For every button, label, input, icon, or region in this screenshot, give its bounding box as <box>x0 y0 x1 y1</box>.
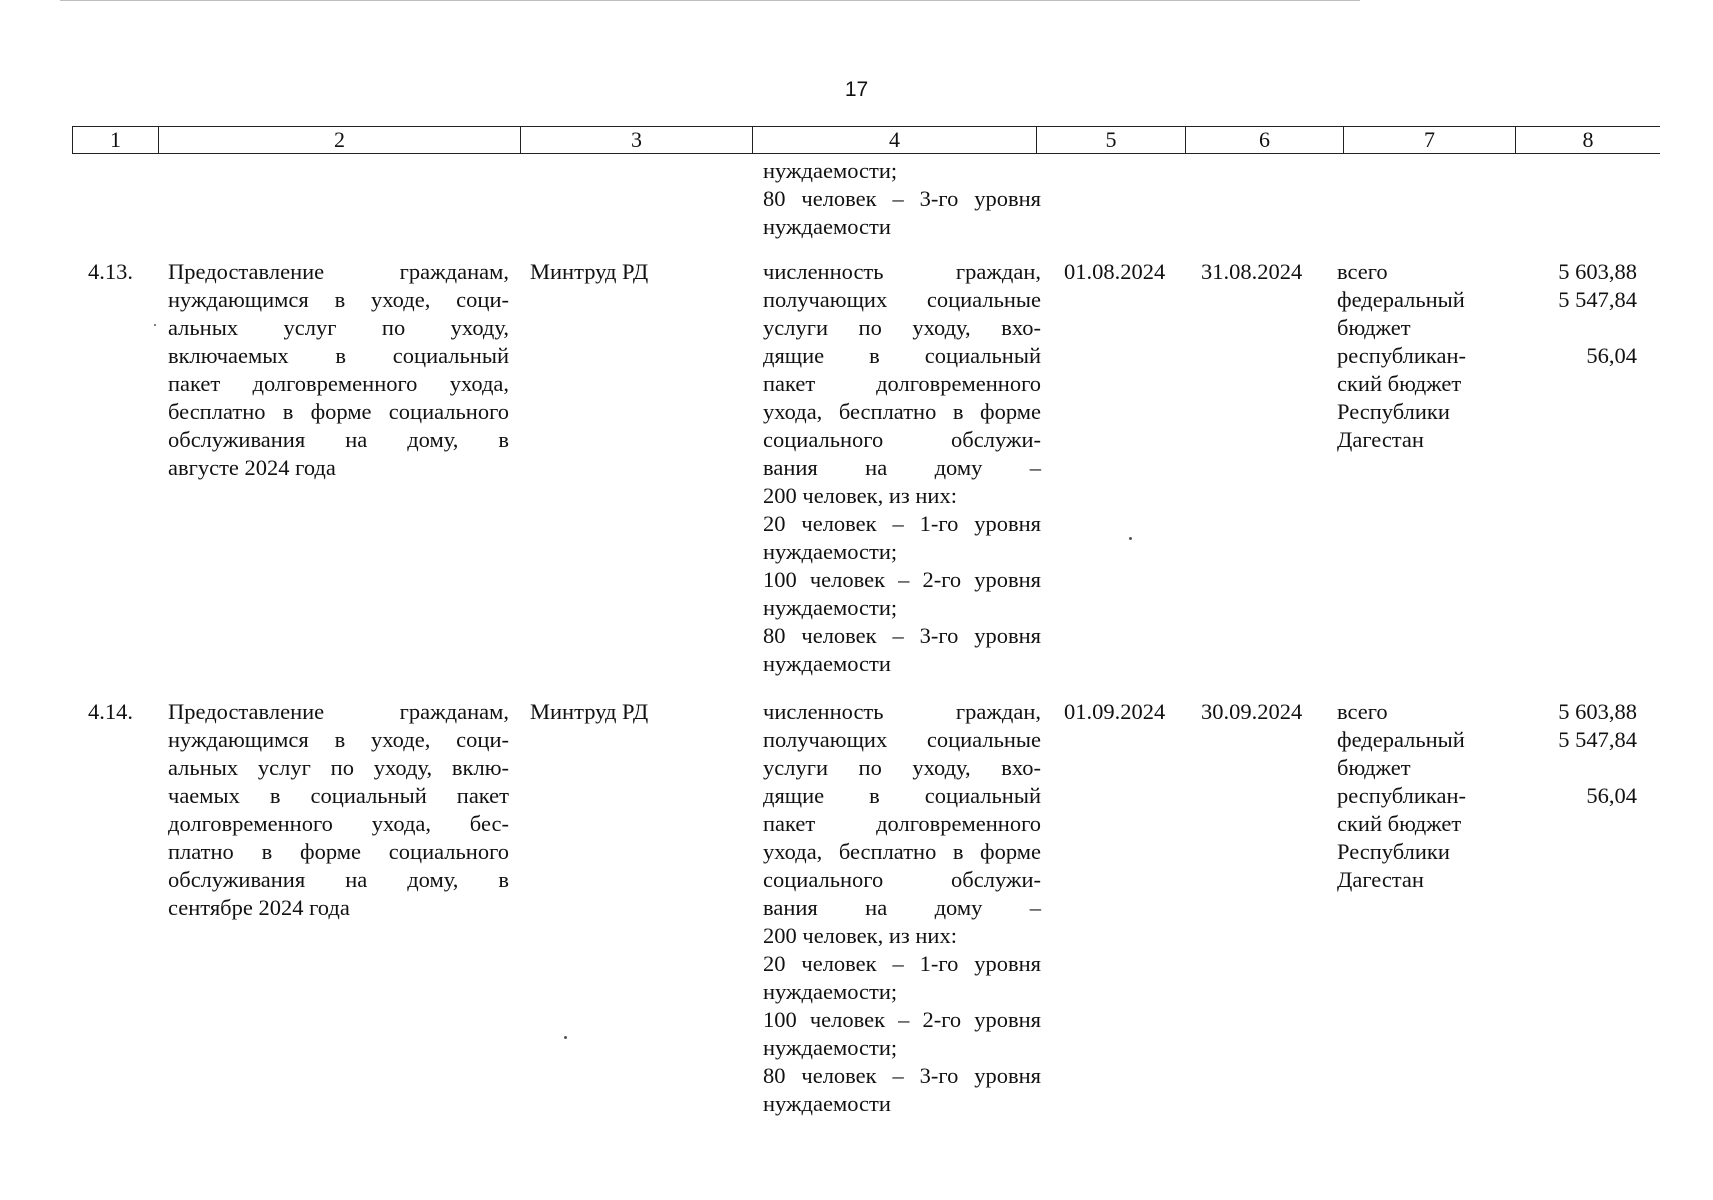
row-number: 4.13. <box>88 259 133 284</box>
indicator-line: пакет долговременного <box>763 811 1041 836</box>
end-date: 30.09.2024 <box>1201 699 1303 724</box>
indicator-line: нуждаемости <box>763 651 891 676</box>
description-line: нуждающимся в уходе, соци- <box>168 727 509 752</box>
description-line: бесплатно в форме социального <box>168 399 509 424</box>
row-description <box>168 698 509 922</box>
header-col-5: 5 <box>1036 127 1185 153</box>
continuation-line: 80 человек – 3-го уровня <box>763 186 1041 211</box>
description-line: пакет долговременного ухода, <box>168 371 509 396</box>
description-line: августе 2024 года <box>168 455 336 480</box>
continuation-line: нуждаемости <box>763 214 891 239</box>
responsible-body: Минтруд РД <box>530 259 649 284</box>
funding-line: республикан- <box>1337 783 1467 808</box>
indicator-line: услуги по уходу, вхо- <box>763 755 1041 780</box>
description-line: альных услуг по уходу, вклю- <box>168 755 509 780</box>
description-line: Предоставление гражданам, <box>168 699 509 724</box>
funding-line: республикан- <box>1337 343 1467 368</box>
funding-line: всего <box>1337 259 1388 284</box>
responsible-body: Минтруд РД <box>530 699 649 724</box>
header-col-7: 7 <box>1343 127 1515 153</box>
amount-spacer <box>1515 314 1637 342</box>
description-line: нуждающимся в уходе, соци- <box>168 287 509 312</box>
indicator-line: 100 человек – 2-го уровня <box>763 1007 1041 1032</box>
indicator-line: нуждаемости; <box>763 979 898 1004</box>
funding-line: ский бюджет <box>1337 371 1462 396</box>
scan-speck <box>154 324 156 326</box>
indicator-line: 20 человек – 1-го уровня <box>763 951 1041 976</box>
funding-line: Республики <box>1337 399 1450 424</box>
continuation-col4 <box>763 157 1041 241</box>
indicator-line: 100 человек – 2-го уровня <box>763 567 1041 592</box>
indicator-line: нуждаемости; <box>763 539 898 564</box>
start-date: 01.09.2024 <box>1064 699 1166 724</box>
indicator-line: нуждаемости; <box>763 1035 898 1060</box>
funding-line: Республики <box>1337 839 1450 864</box>
description-line: обслуживания на дому, в <box>168 427 509 452</box>
funding-line: ский бюджет <box>1337 811 1462 836</box>
scan-speck <box>564 1036 567 1039</box>
indicator-line: дящие в социальный <box>763 343 1041 368</box>
indicator-text <box>763 258 1041 678</box>
row-description <box>168 258 509 482</box>
amount-total: 5 603,88 <box>1558 699 1637 724</box>
indicator-line: социального обслужи- <box>763 427 1041 452</box>
row-number: 4.14. <box>88 699 133 724</box>
indicator-line: нуждаемости <box>763 1091 891 1116</box>
table-header-row <box>72 126 1660 154</box>
funding-amount <box>1515 698 1637 810</box>
header-col-1: 1 <box>72 127 158 153</box>
indicator-line: численность граждан, <box>763 259 1041 284</box>
funding-line: федеральный <box>1337 287 1465 312</box>
description-line: долговременного ухода, бес- <box>168 811 509 836</box>
continuation-line: нуждаемости; <box>763 158 898 183</box>
indicator-line: услуги по уходу, вхо- <box>763 315 1041 340</box>
amount-total: 5 603,88 <box>1558 259 1637 284</box>
amount-regional: 56,04 <box>1586 783 1637 808</box>
funding-line: бюджет <box>1337 755 1411 780</box>
indicator-text <box>763 698 1041 1118</box>
funding-amount <box>1515 258 1637 370</box>
header-col-3: 3 <box>520 127 752 153</box>
indicator-line: ухода, бесплатно в форме <box>763 839 1041 864</box>
indicator-line: 80 человек – 3-го уровня <box>763 623 1041 648</box>
indicator-line: 80 человек – 3-го уровня <box>763 1063 1041 1088</box>
header-col-6: 6 <box>1185 127 1343 153</box>
description-line: включаемых в социальный <box>168 343 509 368</box>
indicator-line: ухода, бесплатно в форме <box>763 399 1041 424</box>
start-date: 01.08.2024 <box>1064 259 1166 284</box>
header-col-8: 8 <box>1515 127 1660 153</box>
header-col-4: 4 <box>752 127 1036 153</box>
funding-line: Дагестан <box>1337 427 1424 452</box>
funding-line: федеральный <box>1337 727 1465 752</box>
description-line: обслуживания на дому, в <box>168 867 509 892</box>
amount-spacer <box>1515 754 1637 782</box>
header-col-2: 2 <box>158 127 520 153</box>
indicator-line: социального обслужи- <box>763 867 1041 892</box>
indicator-line: 200 человек, из них: <box>763 483 957 508</box>
description-line: чаемых в социальный пакет <box>168 783 509 808</box>
scan-speck <box>1129 537 1132 540</box>
funding-line: всего <box>1337 699 1388 724</box>
indicator-line: вания на дому – <box>763 455 1041 480</box>
amount-federal: 5 547,84 <box>1558 287 1637 312</box>
indicator-line: численность граждан, <box>763 699 1041 724</box>
indicator-line: вания на дому – <box>763 895 1041 920</box>
scan-edge-line <box>60 0 1360 3</box>
indicator-line: пакет долговременного <box>763 371 1041 396</box>
funding-source <box>1337 258 1497 454</box>
funding-source <box>1337 698 1497 894</box>
indicator-line: получающих социальные <box>763 287 1041 312</box>
description-line: платно в форме социального <box>168 839 509 864</box>
indicator-line: 20 человек – 1-го уровня <box>763 511 1041 536</box>
amount-regional: 56,04 <box>1586 343 1637 368</box>
end-date: 31.08.2024 <box>1201 259 1303 284</box>
description-line: Предоставление гражданам, <box>168 259 509 284</box>
funding-line: бюджет <box>1337 315 1411 340</box>
page-number: 17 <box>844 78 869 101</box>
description-line: сентябре 2024 года <box>168 895 350 920</box>
description-line: альных услуг по уходу, <box>168 315 509 340</box>
indicator-line: получающих социальные <box>763 727 1041 752</box>
funding-line: Дагестан <box>1337 867 1424 892</box>
indicator-line: дящие в социальный <box>763 783 1041 808</box>
indicator-line: 200 человек, из них: <box>763 923 957 948</box>
amount-federal: 5 547,84 <box>1558 727 1637 752</box>
indicator-line: нуждаемости; <box>763 595 898 620</box>
